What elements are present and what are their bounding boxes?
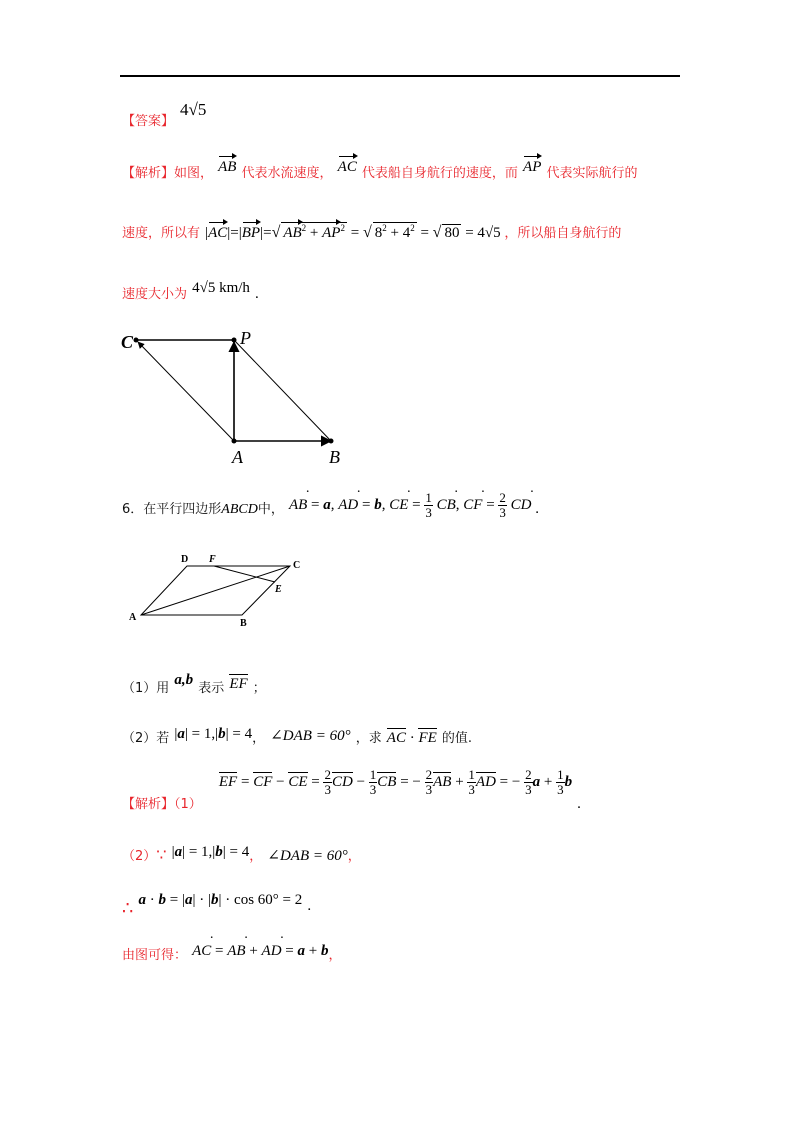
analysis-line-3: [122, 280, 259, 303]
analysis-label: 【解析】: [122, 166, 175, 181]
text: ，: [252, 731, 266, 746]
point-c: [134, 338, 139, 343]
point-p: [232, 338, 237, 343]
text: .: [535, 500, 540, 517]
text: 6．在平行四边形: [122, 501, 222, 517]
text: 代表实际航行的: [546, 166, 638, 181]
label-a2: A: [129, 612, 137, 623]
problem-6-conditions: AB · = a, AD · = b, CE · = $\frac{1}{3}$ CB ·, CF · = $\frac{2}{3}$ CD ·: [289, 497, 535, 513]
text: （1）用: [122, 681, 170, 696]
text: 中，: [257, 501, 284, 517]
text: a,b: [174, 672, 194, 688]
vector-ac-line: [138, 342, 234, 441]
label-e: E: [275, 584, 282, 595]
text: （2）若: [122, 731, 170, 746]
text: 代表水流速度，: [241, 166, 333, 181]
text: （1）: [174, 796, 202, 812]
vector-ac: AC: [337, 159, 357, 175]
top-rule: [120, 75, 680, 77]
question-2: [122, 727, 472, 747]
label-a: A: [232, 447, 243, 467]
text: 表示: [198, 681, 225, 696]
point-a: [232, 439, 237, 444]
text: 速度，所以有: [122, 226, 201, 241]
magnitude-equation: |AC|=|BP|=√ $AB^2 + AP^2$ = √ $8^2 + 4^2$ = √ 80 = 4√5: [205, 223, 501, 241]
solution-1-expression: EF = CF − CE = $\frac{2}{3}$ CD − $\frac{1}{3}$ CB = − $\frac{2}{3}$ AB + $\frac{1}{3}$ AD = − $\frac{2}{3}$ a + $\frac{1}{3}$ b: [218, 767, 573, 797]
text: ，: [249, 849, 263, 864]
solution-4-expression: AC · = AB · + AD · = a + b: [192, 943, 328, 959]
text: ，求: [355, 731, 382, 746]
text: ∠DAB = 60°: [270, 728, 351, 744]
vector-ab: AB: [218, 159, 237, 175]
text: ABCD: [221, 501, 258, 517]
text: .: [307, 898, 312, 914]
text: 代表船自身航行的速度，而: [361, 166, 518, 181]
point-b: [329, 439, 334, 444]
speed-value: 4√5 km/h: [192, 280, 250, 296]
text: ∠DAB = 60°: [267, 848, 348, 864]
velocity-diagram: [110, 320, 360, 470]
label-p: P: [240, 328, 251, 348]
q2-condition: |a| = 1,|b| = 4: [174, 726, 253, 742]
text: ；: [252, 681, 266, 696]
question-1: [122, 672, 266, 697]
solution-2: [122, 845, 361, 865]
label-f: F: [209, 554, 216, 565]
text: ，所以船自身航行的: [504, 226, 622, 241]
label-c2: C: [293, 560, 301, 571]
parallelogram-diagram: [125, 550, 315, 635]
label-d: D: [181, 554, 189, 565]
answer-label: 【答案】: [122, 114, 175, 129]
label-b: B: [329, 447, 340, 467]
text: （2）: [122, 849, 157, 864]
text: ∴: [122, 898, 134, 919]
solution-1: [122, 767, 581, 812]
text: 如图，: [174, 166, 214, 181]
text: 【解析】: [122, 796, 175, 812]
solution-2-condition: |a| = 1,|b| = 4: [171, 844, 250, 860]
text: .: [577, 795, 581, 812]
solution-3-expression: a · b = |a| · |b| · cos 60° = 2: [138, 892, 303, 908]
solution-3: [122, 888, 312, 919]
segment-pb: [234, 340, 331, 441]
label-c: C: [121, 332, 134, 352]
text: ，: [328, 948, 342, 963]
problem-6: [122, 490, 540, 524]
text: ∵: [156, 845, 167, 864]
vector-ef: EF: [229, 676, 248, 692]
analysis-line-2: [122, 222, 621, 242]
text: 的值.: [441, 731, 473, 746]
vector-ap: AP: [523, 159, 542, 175]
label-b2: B: [240, 618, 247, 629]
text: 速度大小为: [122, 287, 188, 302]
solution-4: [122, 944, 342, 964]
text: ，: [347, 849, 361, 864]
text: .: [255, 286, 259, 302]
analysis-line-1: [122, 159, 638, 182]
q2-dot-product: AC · FE: [386, 730, 437, 746]
text: 由图可得：: [122, 948, 188, 963]
answer-value: 4√5: [180, 100, 207, 119]
